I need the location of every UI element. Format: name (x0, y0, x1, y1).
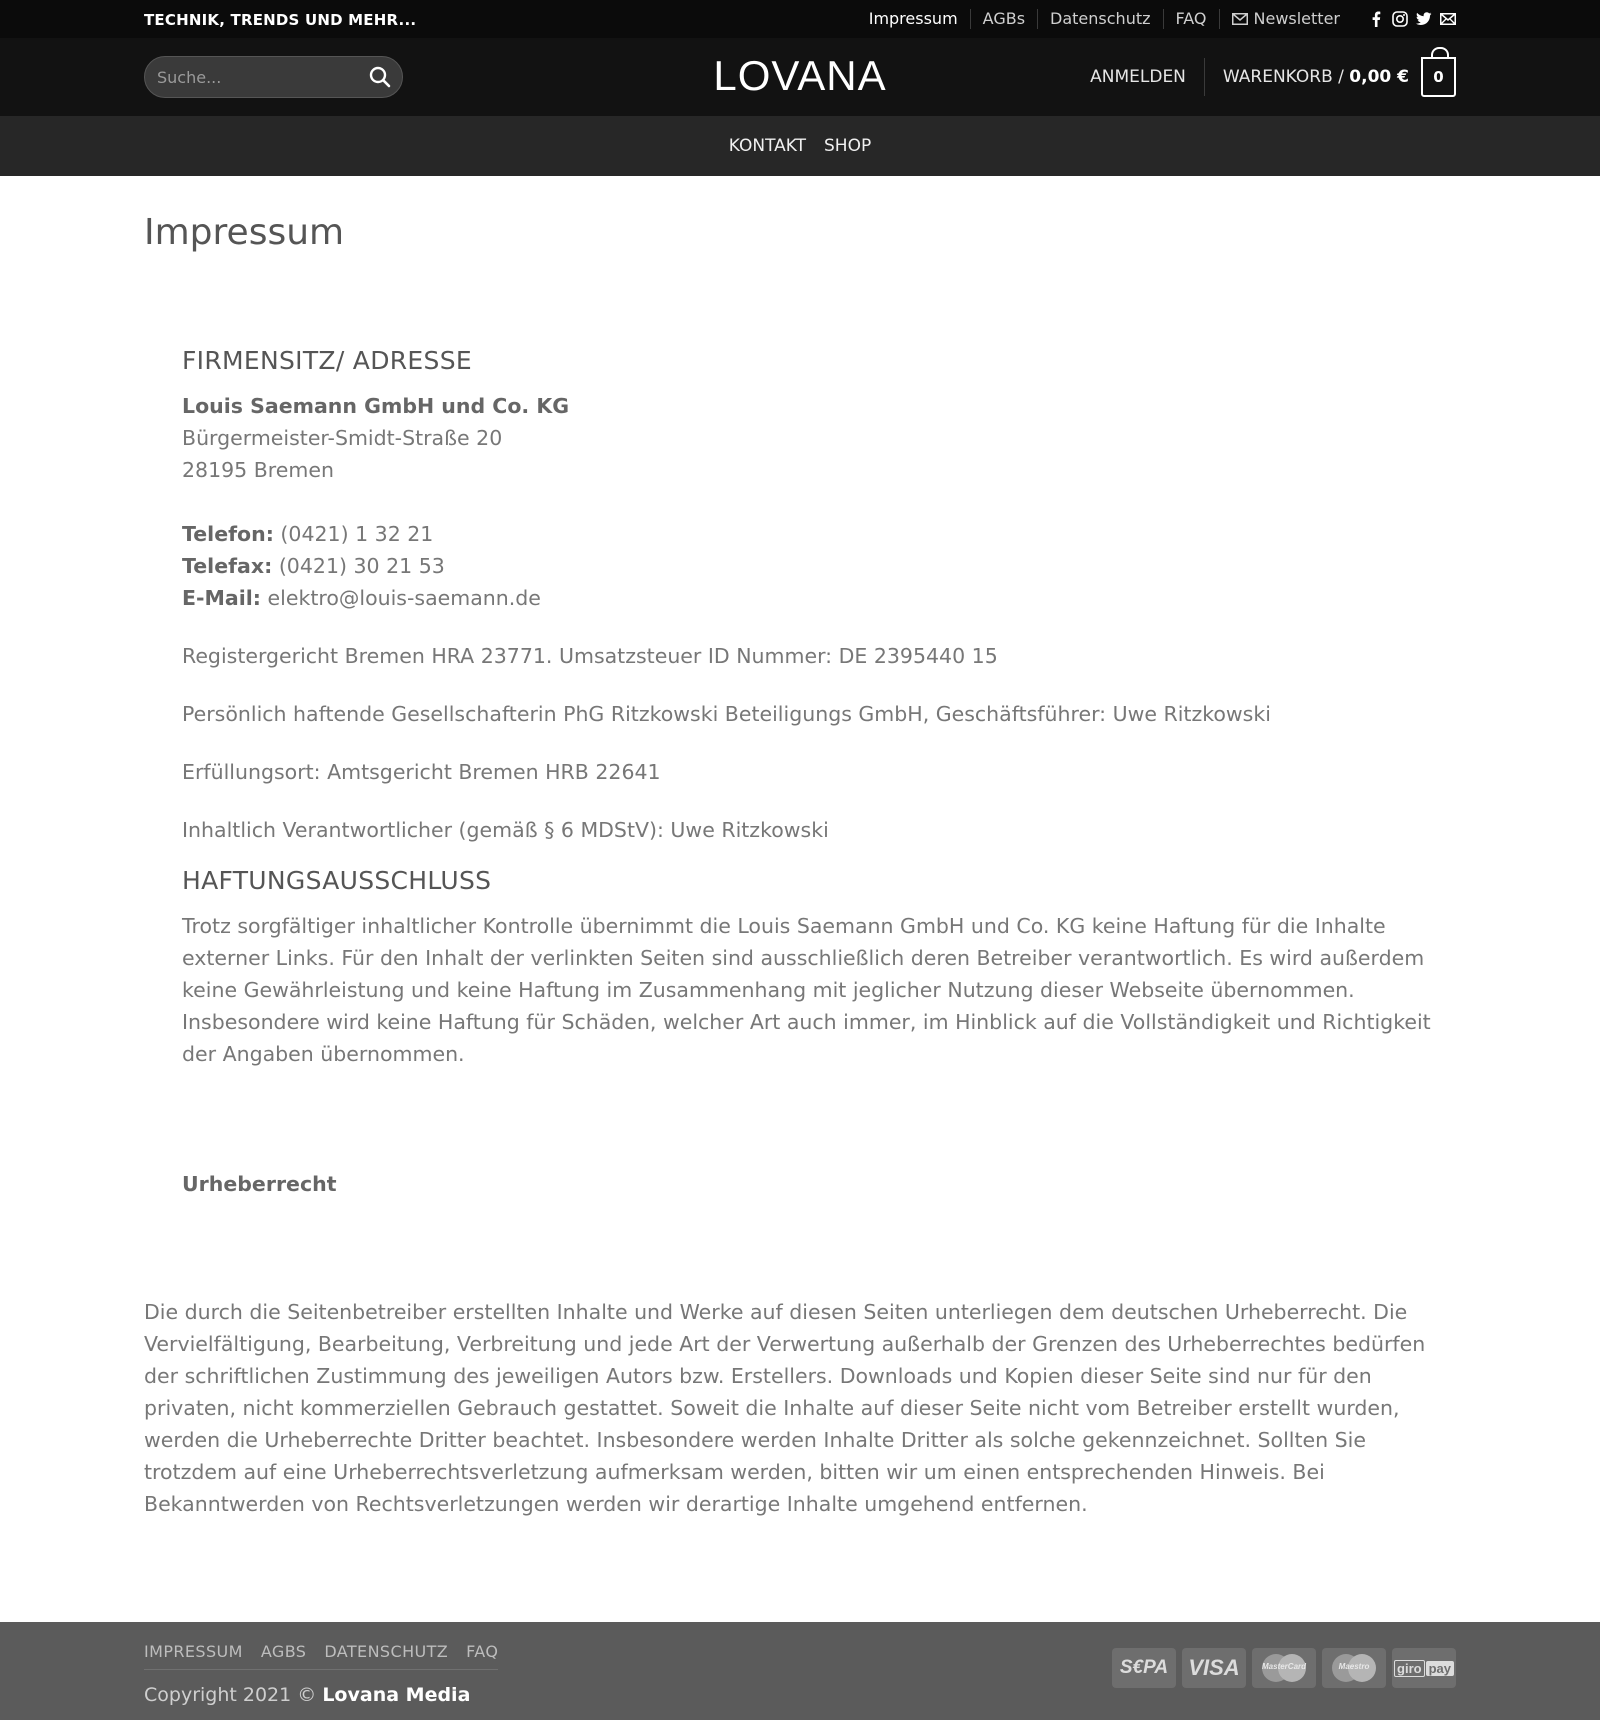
facebook-icon[interactable] (1368, 11, 1384, 27)
city: 28195 Bremen (182, 458, 334, 482)
giropay-label-a: giro (1394, 1660, 1425, 1677)
section-heading-disclaimer: HAFTUNGSAUSSCHLUSS (182, 866, 492, 895)
email-label: E-Mail: (182, 586, 261, 610)
email-icon[interactable] (1440, 11, 1456, 27)
top-link-datenschutz[interactable]: Datenschutz (1038, 9, 1163, 29)
top-link-impressum[interactable]: Impressum (857, 9, 971, 29)
footer-link-faq[interactable]: FAQ (466, 1642, 499, 1661)
copyright-brand: Lovana Media (322, 1684, 471, 1706)
top-link-agbs[interactable]: AGBs (971, 9, 1038, 29)
login-link[interactable]: ANMELDEN (1090, 58, 1205, 96)
header (0, 38, 1600, 116)
nav-item-shop[interactable]: SHOP (824, 136, 872, 156)
street: Bürgermeister-Smidt-Straße 20 (182, 426, 503, 450)
footer-link-datenschutz[interactable]: DATENSCHUTZ (324, 1642, 449, 1661)
place-info: Erfüllungsort: Amtsgericht Bremen HRB 22641 (182, 760, 661, 784)
maestro-icon (1322, 1648, 1386, 1688)
sepa-icon (1112, 1648, 1176, 1688)
company-name: Louis Saemann GmbH und Co. KG (182, 394, 570, 418)
cart-link[interactable] (1205, 67, 1409, 87)
newsletter-label: Newsletter (1253, 9, 1340, 28)
fax-value: (0421) 30 21 53 (278, 554, 445, 578)
logo-text: LOVANA (713, 52, 887, 99)
footer-nav (144, 1642, 498, 1670)
top-bar (0, 0, 1600, 38)
phone-label: Telefon: (182, 522, 274, 546)
page-title: Impressum (144, 212, 345, 253)
main-nav (0, 116, 1600, 176)
cart-label: WARENKORB / (1222, 67, 1344, 87)
copyright-text: Die durch die Seitenbetreiber erstellten Inhalte und Werke auf diesen Seiten unterliegen dem deutschen Urheberrecht. Die Vervielfältigung, Bearbeitung, Verbreitung und jede Art der Verwertung außerhalb der Grenzen des Urheberrechtes bedürfen der schriftlichen Zustimmung des jeweiligen Autors bzw. Erstellers. Downloads und Kopien dieser Seite sind nur für den privaten, nicht kommerziellen Gebrauch gestattet. Soweit die Inhalte auf dieser Seite nicht vom Betreiber erstellt wurden, werden die Urheberrechte Dritter beachtet. Insbesondere werden Inhalte Dritter als solche gekennzeichnet. Sollten Sie trotzdem auf eine Urheberrechtsverletzung aufmerksam werden, bitten wir um einen entsprechenden Hinweis. Bei Bekanntwerden von Rechtsverletzungen werden wir derartige Inhalte umgehend entfernen. (144, 1300, 1426, 1516)
envelope-icon (1232, 13, 1248, 25)
newsletter-link[interactable] (1220, 9, 1353, 29)
register-info: Registergericht Bremen HRA 23771. Umsatzsteuer ID Nummer: DE 2395440 15 (182, 644, 998, 668)
visa-label: VISA (1188, 1655, 1240, 1680)
giropay-icon (1392, 1648, 1456, 1688)
footer-link-agbs[interactable]: AGBS (260, 1642, 307, 1661)
mastercard-icon (1252, 1648, 1316, 1688)
footer (0, 1622, 1600, 1720)
header-actions (1090, 54, 1456, 100)
footer-link-impressum[interactable]: IMPRESSUM (144, 1642, 243, 1661)
fax-label: Telefax: (182, 554, 273, 578)
visa-icon (1182, 1648, 1246, 1688)
responsible-info: Inhaltlich Verantwortlicher (gemäß § 6 MDStV): Uwe Ritzkowski (182, 818, 829, 842)
cart-count: 0 (1433, 68, 1444, 86)
instagram-icon[interactable] (1392, 11, 1408, 27)
partner-info: Persönlich haftende Gesellschafterin PhG Ritzkowski Beteiligungs GmbH, Geschäftsführer: Uwe Ritzkowski (182, 702, 1271, 726)
address-block (182, 390, 1432, 614)
page-content (182, 344, 1432, 1096)
cart-total: 0,00 € (1349, 67, 1409, 87)
sepa-label: S€PA (1119, 1657, 1169, 1678)
cart-count-icon[interactable] (1421, 57, 1456, 97)
tagline: TECHNIK, TRENDS UND MEHR... (144, 11, 417, 29)
email-link[interactable]: elektro@louis-saemann.de (267, 586, 541, 610)
copyright-prefix: Copyright 2021 © (144, 1684, 317, 1706)
disclaimer-text: Trotz sorgfältiger inhaltlicher Kontrolle übernimmt die Louis Saemann GmbH und Co. KG keine Haftung für die Inhalte externer Links. Für den Inhalt der verlinkten Seiten sind ausschließlich deren Betreiber verantwortlich. Es wird außerdem keine Gewährleistung und keine Haftung im Zusammenhang mit jeglicher Nutzung dieser Webseite übernommen. Insbesondere wird keine Haftung für Schäden, welcher Art auch immer, im Hinblick auf die Vollständigkeit und Richtigkeit der Angaben übernommen. (182, 914, 1431, 1066)
nav-item-kontakt[interactable]: KONTAKT (728, 136, 806, 156)
social-links (1360, 11, 1456, 27)
copyright-heading: Urheberrecht (182, 1172, 337, 1196)
section-heading-address: FIRMENSITZ/ ADRESSE (182, 346, 472, 375)
top-nav (857, 0, 1456, 38)
top-link-faq[interactable]: FAQ (1164, 9, 1220, 29)
maestro-label: Maestro (1338, 1662, 1370, 1671)
phone-value: (0421) 1 32 21 (280, 522, 434, 546)
twitter-icon[interactable] (1416, 11, 1432, 27)
payment-icons (1106, 1648, 1456, 1688)
giropay-label-b: pay (1426, 1661, 1454, 1676)
copyright (144, 1684, 470, 1706)
mastercard-label: MasterCard (1262, 1662, 1307, 1671)
